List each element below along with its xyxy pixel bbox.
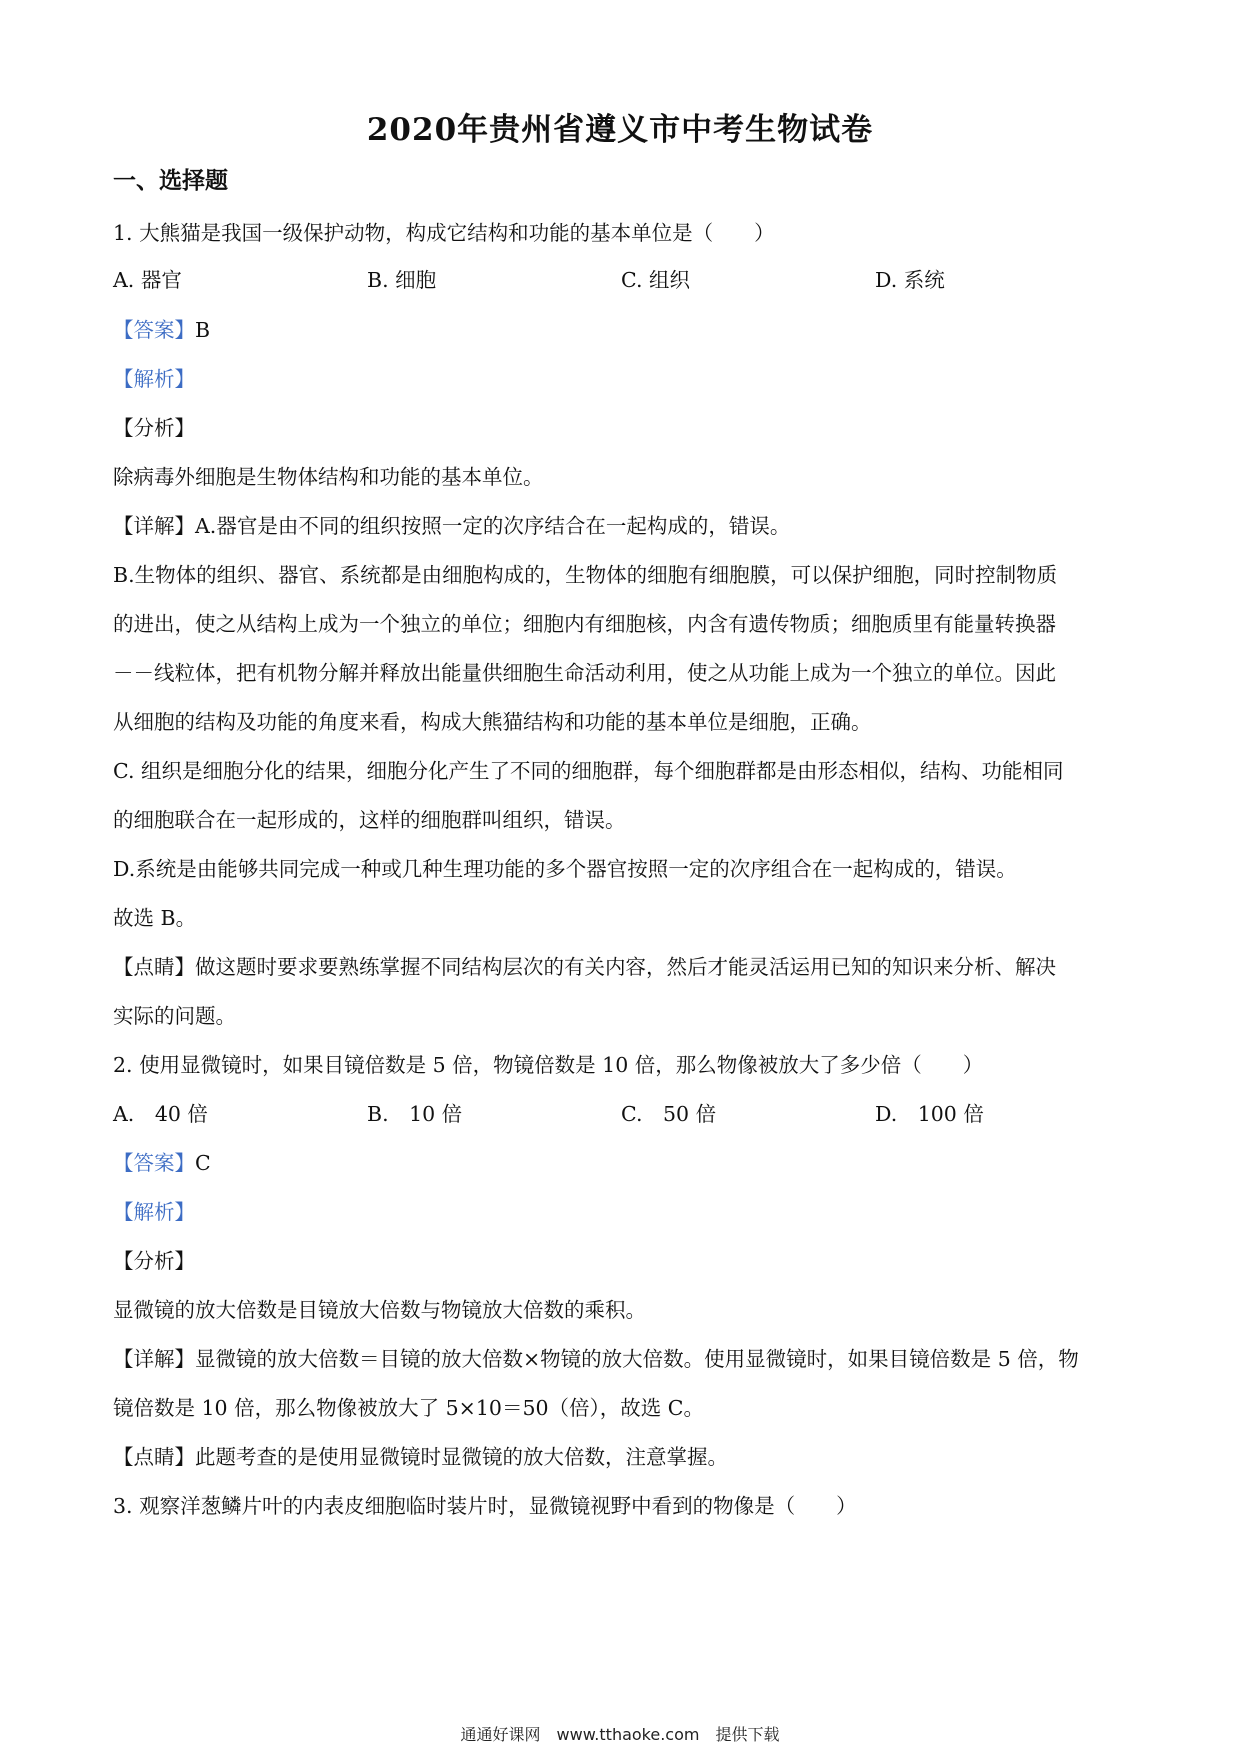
fenxi-text: 除病毒外细胞是生物体结构和功能的基本单位。 <box>113 465 544 489</box>
detail-line: 镜倍数是 10 倍，那么物像被放大了 5×10＝50（倍），故选 C。 <box>113 1396 704 1420</box>
detail-line: D.系统是由能够共同完成一种或几种生理功能的多个器官按照一定的次序组合在一起构成的，错误。 <box>113 857 1017 881</box>
answer-tag: 【答案】 <box>113 1151 195 1175</box>
detail-line: 【详解】A.器官是由不同的组织按照一定的次序结合在一起构成的，错误。 <box>113 514 791 538</box>
detail-line: B.生物体的组织、器官、系统都是由细胞构成的，生物体的细胞有细胞膜，可以保护细胞，同时控制物质 <box>113 563 1058 587</box>
section-heading: 一、选择题 <box>113 167 228 194</box>
answer-tag: 【答案】 <box>113 318 195 342</box>
detail-line: 从细胞的结构及功能的角度来看，构成大熊猫结构和功能的基本单位是细胞，正确。 <box>113 710 872 734</box>
detail-line: 故选 B。 <box>113 906 197 930</box>
detail-line: 【详解】显微镜的放大倍数＝目镜的放大倍数×物镜的放大倍数。使用显微镜时，如果目镜倍数是 5 倍，物 <box>113 1347 1079 1371</box>
detail-line: C. 组织是细胞分化的结果，细胞分化产生了不同的细胞群，每个细胞群都是由形态相似，结构、功能相同 <box>113 759 1064 783</box>
detail-line: －－线粒体，把有机物分解并释放出能量供细胞生命活动利用，使之从功能上成为一个独立的单位。因此 <box>113 661 1056 685</box>
q1-option-c: C. 组织 <box>621 268 690 292</box>
q2-option-a: A. 40 倍 <box>113 1102 208 1126</box>
q2-option-c: C. 50 倍 <box>621 1102 717 1126</box>
page-title: 2020年贵州省遵义市中考生物试卷 <box>366 112 874 148</box>
q1-answer-line <box>113 315 1133 345</box>
page-footer: 通通好课网 www.tthaoke.com 提供下载 <box>460 1725 780 1744</box>
analysis-tag: 【解析】 <box>113 1200 195 1224</box>
analysis-tag: 【解析】 <box>113 367 195 391</box>
comment-line: 【点睛】此题考查的是使用显微镜时显微镜的放大倍数，注意掌握。 <box>113 1445 728 1469</box>
question-1-stem: 1. 大熊猫是我国一级保护动物，构成它结构和功能的基本单位是（ ） <box>113 221 775 245</box>
fenxi-text: 显微镜的放大倍数是目镜放大倍数与物镜放大倍数的乘积。 <box>113 1298 646 1322</box>
comment-line: 【点睛】做这题时要求要熟练掌握不同结构层次的有关内容，然后才能灵活运用已知的知识来分析、解决 <box>113 955 1056 979</box>
fenxi-tag: 【分析】 <box>113 416 195 440</box>
q1-option-a: A. 器官 <box>113 268 182 292</box>
question-2-stem: 2. 使用显微镜时，如果目镜倍数是 5 倍，物镜倍数是 10 倍，那么物像被放大了多少倍（ ） <box>113 1053 984 1077</box>
q2-option-d: D. 100 倍 <box>875 1102 984 1126</box>
answer-value: B <box>195 318 211 342</box>
q2-option-b: B. 10 倍 <box>367 1102 463 1126</box>
comment-line: 实际的问题。 <box>113 1004 236 1028</box>
detail-line: 的细胞联合在一起形成的，这样的细胞群叫组织，错误。 <box>113 808 626 832</box>
fenxi-tag: 【分析】 <box>113 1249 195 1273</box>
question-3-stem: 3. 观察洋葱鳞片叶的内表皮细胞临时装片时，显微镜视野中看到的物像是（ ） <box>113 1494 857 1518</box>
q1-option-d: D. 系统 <box>875 268 945 292</box>
q2-answer-line <box>113 1148 1133 1178</box>
detail-line: 的进出，使之从结构上成为一个独立的单位；细胞内有细胞核，内含有遗传物质；细胞质里有能量转换器 <box>113 612 1056 636</box>
q1-option-b: B. 细胞 <box>367 268 437 292</box>
answer-value: C <box>195 1151 211 1175</box>
